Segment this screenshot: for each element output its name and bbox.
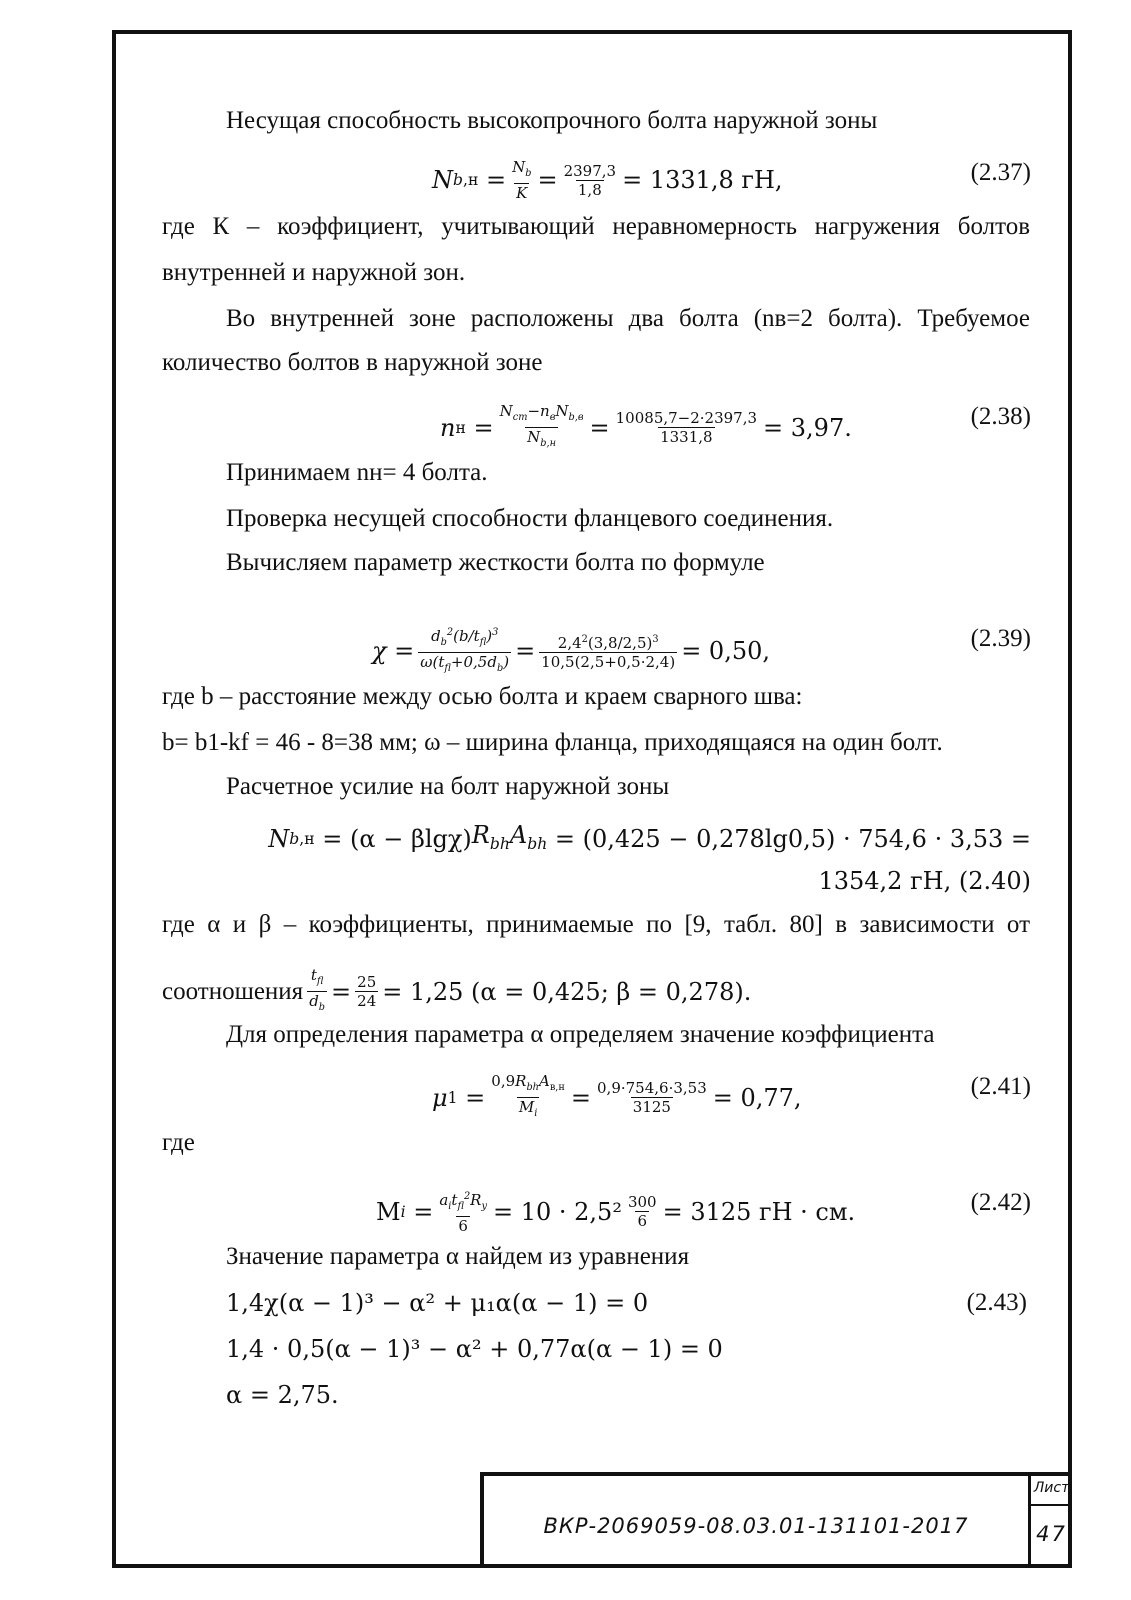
sheet-label: Лист bbox=[1033, 1480, 1070, 1496]
equation-2-38: n н = $\frac{N_{ст}-n_вN_{b,в}}{N_{b,н}}$ = $\frac{10085,7-2\cdot 2397,3}{1331,8}$ = 3,97. bbox=[440, 402, 852, 453]
paragraph-k-line2: внутренней и наружной зон. bbox=[162, 259, 466, 286]
equation-2-39: χ = $\frac{d_b^2(b/t_{fl})^3}{\omega(t_{fl}+0,5d_b)}$ = $\frac{2,4^2(3,8/2,5)^3}{10,5(2,5+0,5\cdot 2,4)}$ = 0,50, bbox=[372, 624, 770, 678]
equation-number-2-37: (2.37) bbox=[970, 159, 1031, 186]
sheet-divider bbox=[1031, 1504, 1072, 1506]
paragraph-alpha-find: Значение параметра α найдем из уравнения bbox=[226, 1243, 690, 1270]
paragraph-where: где bbox=[162, 1129, 195, 1156]
equation-2-43-line2: 1,4 · 0,5(α − 1)³ − α² + 0,77α(α − 1) = 0 bbox=[226, 1335, 723, 1363]
paragraph-accept: Принимаем nн= 4 болта. bbox=[226, 459, 488, 486]
paragraph-inner-zone-line2: количество болтов в наружной зоне bbox=[162, 349, 543, 376]
paragraph-mu-intro: Для определения параметра α определяем значение коэффициента bbox=[226, 1021, 935, 1048]
paragraph-check: Проверка несущей способности фланцевого соединения. bbox=[226, 505, 834, 532]
equation-2-41: μ 1 = $\frac{0,9R_{bh}A_{в,н}}{M_i}$ = $\frac{0,9\cdot 754,6\cdot 3,53}{3125}$ = 0,77, bbox=[432, 1072, 802, 1123]
title-block bbox=[480, 1472, 1072, 1568]
paragraph-k-line1: где К – коэффициент, учитывающий неравномерность нагружения болтов bbox=[162, 213, 1030, 240]
equation-2-37: N b ,н = $\frac{N_b}{K}$ = $\frac{2397,3}{1,8}$ = 1331,8 гН, bbox=[432, 158, 783, 202]
equation-number-2-41: (2.41) bbox=[970, 1073, 1031, 1100]
paragraph-stiffness: Вычисляем параметр жесткости болта по формуле bbox=[226, 549, 765, 576]
paragraph-b-definition: где b – расстояние между осью болта и краем сварного шва: bbox=[162, 683, 803, 710]
equation-2-40-line2: 1354,2 гН, (2.40) bbox=[818, 867, 1031, 895]
paragraph-inner-zone-line1: Во внутренней зоне расположены два болта (nв=2 болта). Требуемое bbox=[226, 305, 1030, 332]
paragraph-alpha-beta-line1: где α и β – коэффициенты, принимаемые по [9, табл. 80] в зависимости от bbox=[162, 911, 1030, 938]
equation-2-40-line1: N b ,н = (α − βlgχ) $R_{bh}A_{bh}$ = (0,425 − 0,278lg0,5) · 754,6 · 3,53 = bbox=[268, 821, 1031, 854]
paragraph-bolt-capacity: Несущая способность высокопрочного болта наружной зоны bbox=[226, 107, 878, 134]
equation-2-42: M i = $\frac{a_it_{fl}^2R_y}{6}$ = 10 · 2,5² $\frac{300}{6}$ = 3125 гН · см. bbox=[376, 1191, 856, 1235]
sheet-number: 47 bbox=[1036, 1522, 1067, 1546]
equation-2-43-result: α = 2,75. bbox=[226, 1381, 339, 1409]
sheet-cell bbox=[1028, 1476, 1072, 1568]
equation-number-2-43: (2.43) bbox=[966, 1289, 1027, 1316]
paragraph-alpha-beta-line2: соотношения $\frac{t_{fl}}{d_b}$ = $\frac{25}{24}$ = 1,25 (α = 0,425; β = 0,278). bbox=[162, 966, 751, 1017]
equation-2-43-line1: 1,4χ(α − 1)³ − α² + μ₁α(α − 1) = 0 bbox=[226, 1289, 649, 1317]
equation-number-2-38: (2.38) bbox=[970, 403, 1031, 430]
paragraph-b-value: b= b1-kf = 46 - 8=38 мм; ω – ширина фланца, приходящаяся на один болт. bbox=[162, 729, 943, 756]
equation-number-2-39: (2.39) bbox=[970, 625, 1031, 652]
paragraph-design-force: Расчетное усилие на болт наружной зоны bbox=[226, 773, 670, 800]
equation-number-2-42: (2.42) bbox=[970, 1189, 1031, 1216]
document-code: ВКР-2069059-08.03.01-131101-2017 bbox=[543, 1514, 969, 1538]
